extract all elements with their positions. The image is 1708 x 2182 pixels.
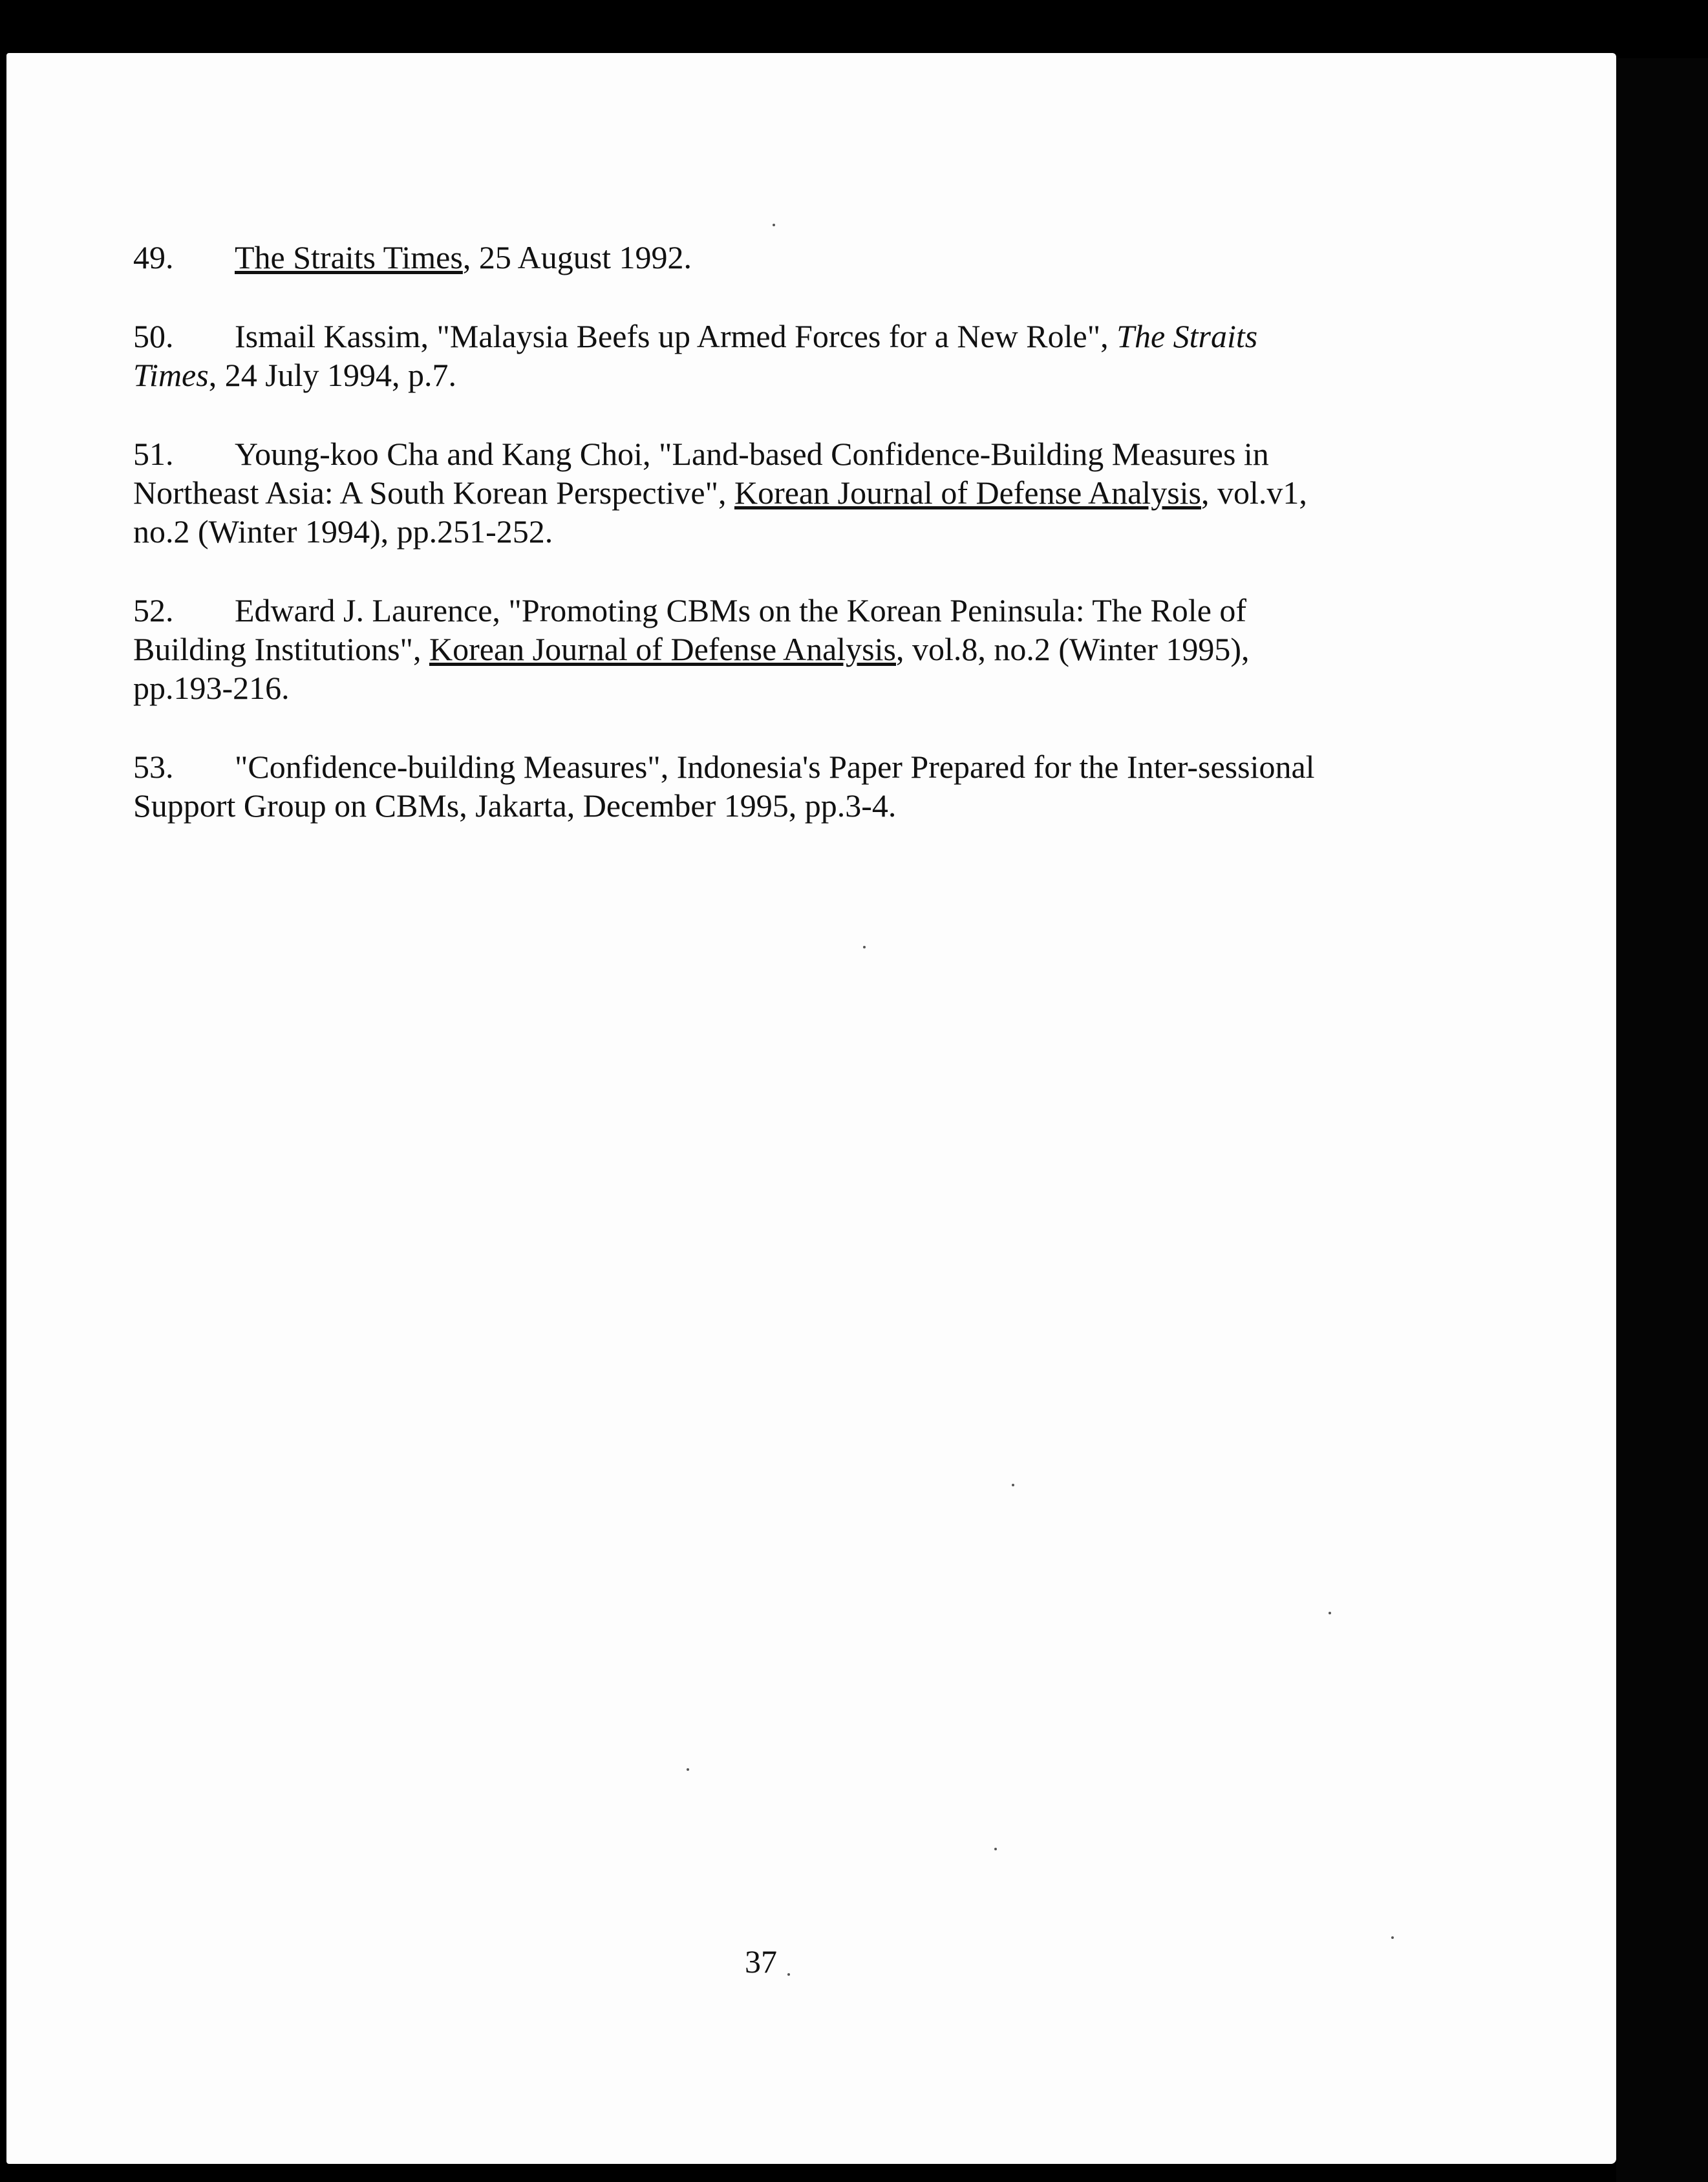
scan-speck bbox=[787, 1973, 790, 1976]
scan-speck bbox=[994, 1848, 997, 1850]
endnote-number: 53. bbox=[133, 749, 174, 785]
endnote-text: The Straits Times bbox=[235, 239, 463, 275]
endnote-52 bbox=[133, 591, 1426, 707]
scan-speck bbox=[1329, 1612, 1331, 1614]
endnote-number: 49. bbox=[133, 239, 174, 275]
endnote-text: Edward J. Laurence, "Promoting CBMs on the Korean Peninsula: The Role of Building Institutions", bbox=[133, 592, 1247, 667]
endnote-51 bbox=[133, 434, 1426, 551]
page-number: 37 bbox=[745, 1943, 777, 1980]
endnote-number: 52. bbox=[133, 592, 174, 628]
endnote-50 bbox=[133, 317, 1426, 394]
endnote-text: , vol.8, no.2 (Winter 1995), pp.193-216. bbox=[133, 631, 1250, 706]
endnote-text: Korean Journal of Defense Analysis bbox=[734, 475, 1202, 511]
scan-speck bbox=[773, 224, 775, 226]
scan-speck bbox=[1391, 1936, 1394, 1939]
endnote-text: "Confidence-building Measures", Indonesia's Paper Prepared for the Inter-sessional Support Group on CBMs, Jakarta, December 1995, pp.3-4. bbox=[133, 749, 1315, 824]
endnote-text: , 24 July 1994, p.7. bbox=[208, 357, 457, 393]
endnote-number: 51. bbox=[133, 436, 174, 472]
endnotes-list bbox=[133, 238, 1426, 865]
scan-speck bbox=[1012, 1484, 1014, 1486]
scan-speck bbox=[687, 1768, 689, 1771]
endnote-text: Ismail Kassim, "Malaysia Beefs up Armed Forces for a New Role", bbox=[235, 318, 1117, 354]
endnote-text: The Straits Times bbox=[133, 318, 1258, 393]
endnote-text: Young-koo Cha and Kang Choi, "Land-based Confidence-Building Measures in Northeast Asia: A South Korean Perspective", bbox=[133, 436, 1269, 511]
endnote-49 bbox=[133, 238, 1426, 277]
endnote-text: Korean Journal of Defense Analysis bbox=[429, 631, 896, 667]
endnote-text: , 25 August 1992. bbox=[462, 239, 692, 275]
endnote-53 bbox=[133, 747, 1426, 825]
endnote-text: , vol.v1, no.2 (Winter 1994), pp.251-252. bbox=[133, 475, 1307, 550]
scan-speck bbox=[863, 946, 866, 948]
scan-border bbox=[1616, 58, 1708, 2182]
endnote-number: 50. bbox=[133, 318, 174, 354]
